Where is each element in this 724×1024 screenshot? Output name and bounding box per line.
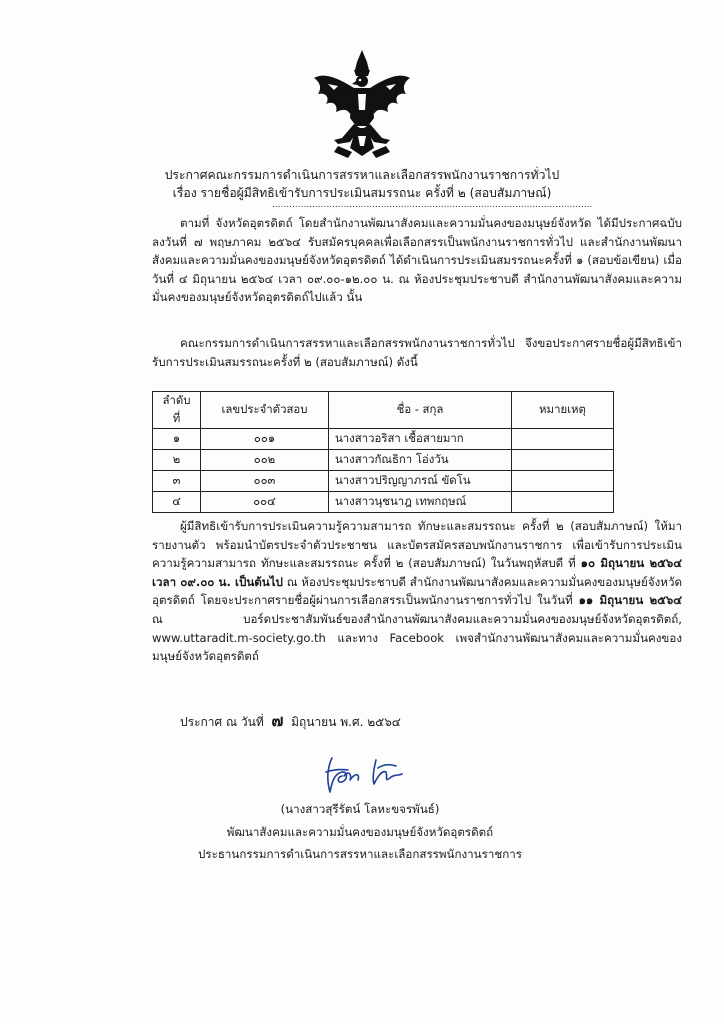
candidate-table — [152, 391, 614, 513]
signatory-position-1: พัฒนาสังคมและความมั่นคงของมนุษย์จังหวัดอุตรดิตถ์ — [226, 824, 494, 839]
signatory-name: (นางสาวสุรีรัตน์ โลหะขจรพันธ์) — [280, 802, 440, 816]
paragraph-2-text: คณะกรรมการดำเนินการสรรหาและเลือกสรรพนักงานราชการทั่วไป จึงขอประกาศรายชื่อผู้มีสิทธิเข้ารับการประเมินสมรรถนะครั้งที่ ๒ (สอบสัมภาษณ์) ดังนี้ — [152, 336, 682, 369]
paragraph-committee — [152, 334, 682, 371]
title-line-2: เรื่อง รายชื่อผู้มีสิทธิเข้ารับการประเมินสมรรถนะ ครั้งที่ ๒ (สอบสัมภาษณ์) — [172, 186, 552, 200]
row-exam-id: ๐๐๑ — [201, 429, 329, 450]
header-exam-id: เลขประจำตัวสอบ — [201, 392, 329, 429]
signatory-position-2: ประธานกรรมการดำเนินการสรรหาและเลือกสรรพนักงานราชการ — [198, 847, 522, 861]
table-row — [153, 429, 614, 450]
announce-prefix: ประกาศ ณ วันที่ — [180, 715, 264, 729]
garuda-emblem-icon — [308, 48, 416, 160]
announce-suffix: มิถุนายน พ.ศ. ๒๕๖๔ — [291, 715, 401, 729]
table-row — [153, 492, 614, 513]
row-exam-id: ๐๐๔ — [201, 492, 329, 513]
table-row — [153, 450, 614, 471]
signatory-block — [140, 798, 580, 866]
row-order: ๔ — [153, 492, 201, 513]
row-remark — [512, 429, 614, 450]
header-full-name: ชื่อ - สกุล — [329, 392, 512, 429]
paragraph-instructions — [152, 517, 682, 666]
title-separator: ................................................................................................................ — [272, 200, 593, 210]
announcement-date — [180, 709, 401, 734]
header-remark: หมายเหตุ — [512, 392, 614, 429]
title-line-1: ประกาศคณะกรรมการดำเนินการสรรหาและเลือกสรรพนักงานราชการทั่วไป — [164, 168, 560, 182]
interview-date-time: ๑๐ มิถุนายน ๒๕๖๔ เวลา ๐๙.๐๐ น. เป็นต้นไป — [152, 556, 682, 589]
handwritten-signature — [318, 752, 428, 796]
row-full-name: นางสาวนุชนาฎ เทพกฤษณ์ — [329, 492, 512, 513]
row-full-name: นางสาวปริญญาภรณ์ ขัดโน — [329, 471, 512, 492]
row-order: ๓ — [153, 471, 201, 492]
row-remark — [512, 471, 614, 492]
announce-day: ๗ — [271, 711, 284, 730]
table-header-row — [153, 392, 614, 429]
table-row — [153, 471, 614, 492]
paragraph-background — [152, 214, 682, 307]
result-date: ๑๑ มิถุนายน ๒๕๖๔ — [578, 593, 682, 608]
row-order: ๑ — [153, 429, 201, 450]
paragraph-1-text: ตามที่ จังหวัดอุตรดิตถ์ โดยสำนักงานพัฒนาสังคมและความมั่นคงของมนุษย์จังหวัด ได้มีประกาศฉบับลงวันที่ ๗ พฤษภาคม ๒๕๖๔ รับสมัครบุคคลเพื่อเลือกสรรเป็นพนักงานราชการทั่วไป และสำนักงานพัฒนาสังคมและความมั่นคงของมนุษย์จังหวัดอุตรดิตถ์ ได้ดำเนินการประเมินสมรรถนะครั้งที่ ๑ (สอบข้อเขียน) เมื่อวันที่ ๔ มิถุนายน ๒๕๖๔ เวลา ๐๙.๐๐-๑๒.๐๐ น. ณ ห้องประชุมประชาบดี สำนักงานพัฒนาสังคมและความมั่นคงของมนุษย์จังหวัดอุตรดิตถ์ไปแล้ว นั้น — [152, 216, 682, 305]
row-order: ๒ — [153, 450, 201, 471]
row-remark — [512, 492, 614, 513]
paragraph-3-text-a: ผู้มีสิทธิเข้ารับการประเมินความรู้ความสามารถ ทักษะและสมรรถนะ ครั้งที่ ๒ (สอบสัมภาษณ์) ให้มารายงานตัว พร้อมนำบัตรประจำตัวประชาชน และบัตรสมัครสอบพนักงานราชการ เพื่อเข้ารับการประเมินความรู้ความสามารถ ทักษะและสมรรถนะ ครั้งที่ ๒ (สอบสัมภาษณ์) ในวันพฤหัสบดี ที่ — [152, 519, 682, 571]
row-exam-id: ๐๐๒ — [201, 450, 329, 471]
paragraph-3-text-c: ณ ห้องประชุมประชาบดี สำนักงานพัฒนาสังคมและความมั่นคงของมนุษย์จังหวัดอุตรดิตถ์ โดยจะประกาศรายชื่อผู้ผ่านการเลือกสรรเป็นพนักงานราชการทั่วไป ในวันที่ — [152, 574, 682, 608]
row-exam-id: ๐๐๓ — [201, 471, 329, 492]
row-full-name: นางสาวกัณธิกา โอ่งวัน — [329, 450, 512, 471]
row-full-name: นางสาวอริสา เชื้อสายมาก — [329, 429, 512, 450]
announcement-title — [120, 166, 604, 202]
row-remark — [512, 450, 614, 471]
header-order: ลำดับที่ — [153, 392, 201, 429]
paragraph-3-text-e: ณ บอร์ดประชาสัมพันธ์ของสำนักงานพัฒนาสังคมและความมั่นคงของมนุษย์จังหวัดอุตรดิตถ์, www.uttaradit.m-society.go.th และทาง Facebook เพจสำนักงานพัฒนาสังคมและความมั่นคงของมนุษย์จังหวัดอุตรดิตถ์ — [152, 611, 682, 664]
